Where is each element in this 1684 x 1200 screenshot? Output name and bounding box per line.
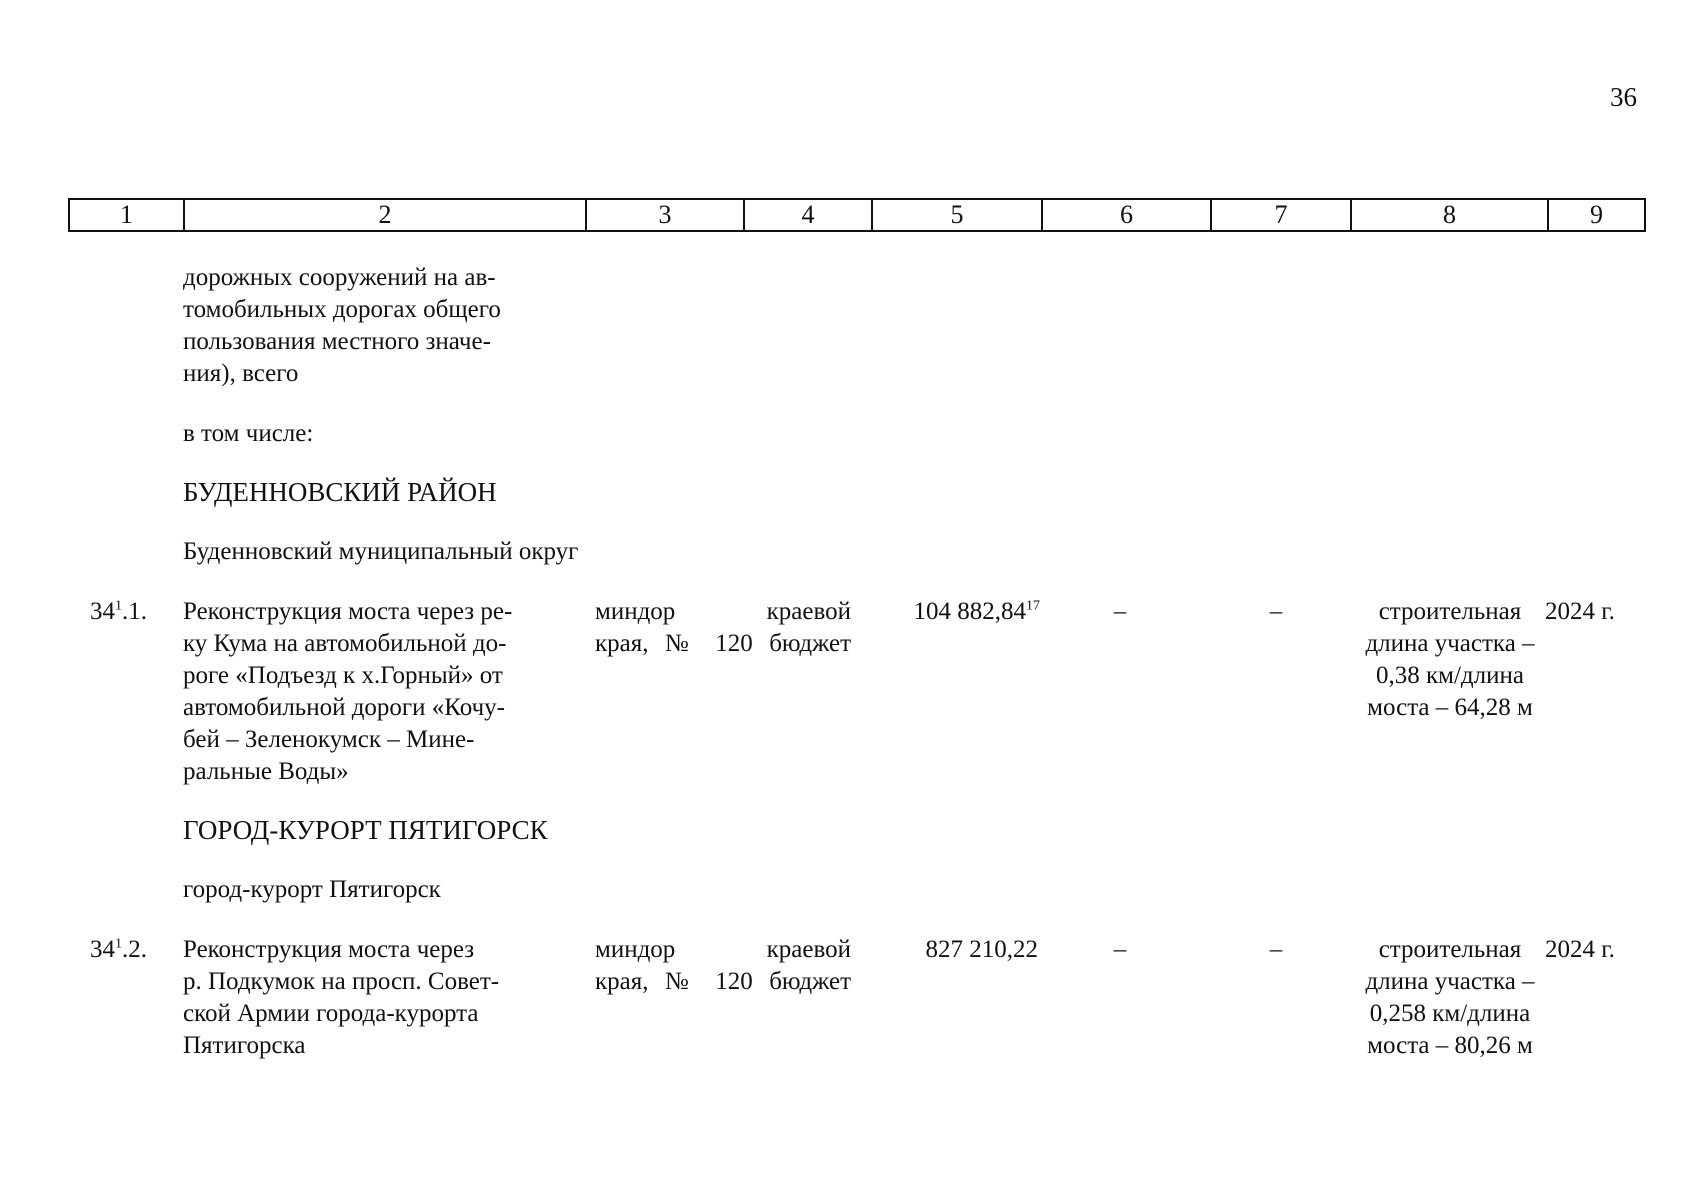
description-line: ральные Воды» xyxy=(183,758,349,785)
description-line: Реконструкция моста через ре- xyxy=(183,598,513,625)
section-subheading-budennovsky: Буденновский муниципальный округ xyxy=(183,538,579,565)
row-col7: – xyxy=(1269,936,1283,963)
row-col7: – xyxy=(1269,598,1283,625)
row-col6: – xyxy=(1113,598,1127,625)
column-header-3: 3 xyxy=(586,199,744,231)
intro-subheading: в том числе: xyxy=(183,420,314,447)
row-number: $34^1.1$. xyxy=(90,598,147,625)
column-header-row xyxy=(68,198,1646,232)
customer-funding-line: края, № 120 бюджет xyxy=(595,630,852,657)
row-customer-funding xyxy=(595,596,851,660)
row-description xyxy=(183,596,571,788)
intro-line: дорожных сооружений на ав- xyxy=(183,264,496,291)
customer-funding-line: края, № 120 бюджет xyxy=(595,968,852,995)
row-description xyxy=(183,934,571,1062)
intro-line: пользования местного значе- xyxy=(183,328,491,355)
page-number: 36 xyxy=(1610,82,1637,112)
section-heading-pyatigorsk: ГОРОД-КУРОРТ ПЯТИГОРСК xyxy=(183,815,548,845)
row-amount: 827 210,22 xyxy=(925,936,1038,963)
column-header-4: 4 xyxy=(744,199,872,231)
description-line: р. Подкумок на просп. Совет- xyxy=(183,968,500,995)
description-line: Пятигорска xyxy=(183,1032,306,1059)
row-year: 2024 г. xyxy=(1545,598,1615,625)
column-header-7: 7 xyxy=(1211,199,1351,231)
intro-line: томобильных дорогах общего xyxy=(183,296,501,323)
column-header-8: 8 xyxy=(1351,199,1548,231)
description-line: ку Кума на автомобильной до- xyxy=(183,630,507,657)
characteristics-line: длина участка – xyxy=(1365,630,1535,657)
characteristics-line: 0,258 км/длина xyxy=(1369,1000,1531,1027)
description-line: автомобильной дороги «Кочу- xyxy=(183,694,505,721)
characteristics-line: моста – 80,26 м xyxy=(1367,1032,1533,1059)
row-year: 2024 г. xyxy=(1545,936,1615,963)
row-customer-funding xyxy=(595,934,851,998)
row-number: $34^1.2$. xyxy=(90,936,147,963)
characteristics-line: длина участка – xyxy=(1365,968,1535,995)
column-header-9: 9 xyxy=(1548,199,1645,231)
characteristics-line: строительная xyxy=(1378,936,1522,963)
description-line: роге «Подъезд к х.Горный» от xyxy=(183,662,503,689)
intro-line: ния), всего xyxy=(183,360,299,387)
description-line: ской Армии города-курорта xyxy=(183,1000,479,1027)
characteristics-line: моста – 64,28 м xyxy=(1367,694,1533,721)
section-subheading-pyatigorsk: город-курорт Пятигорск xyxy=(183,876,441,903)
column-header-1: 1 xyxy=(69,199,184,231)
row-amount: 104 882,84$^{17}$ xyxy=(913,598,1040,625)
characteristics-line: 0,38 км/длина xyxy=(1376,662,1524,689)
characteristics-line: строительная xyxy=(1378,598,1522,625)
row-col6: – xyxy=(1113,936,1127,963)
section-heading-budennovsky: БУДЕННОВСКИЙ РАЙОН xyxy=(183,477,497,507)
intro-text xyxy=(183,262,571,390)
row-characteristics xyxy=(1340,596,1560,724)
column-header-6: 6 xyxy=(1042,199,1211,231)
column-header-2: 2 xyxy=(184,199,586,231)
description-line: Реконструкция моста через xyxy=(183,936,475,963)
column-header-5: 5 xyxy=(872,199,1042,231)
description-line: бей – Зеленокумск – Мине- xyxy=(183,726,475,753)
customer-funding-line: миндор краевой xyxy=(595,936,851,963)
customer-funding-line: миндор краевой xyxy=(595,598,851,625)
row-characteristics xyxy=(1340,934,1560,1062)
